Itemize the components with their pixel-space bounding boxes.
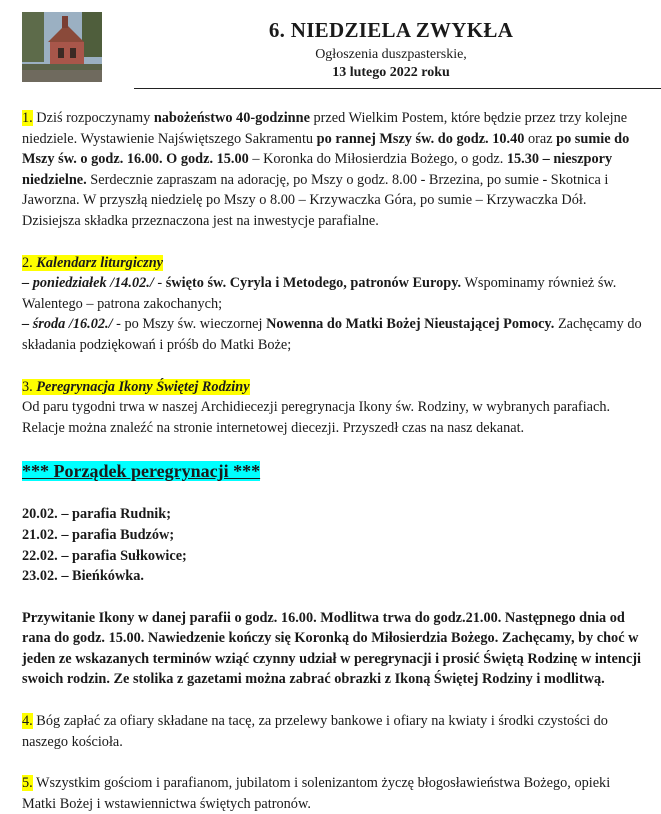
section-heading: Kalendarz liturgiczny <box>36 254 164 271</box>
church-photo <box>22 12 102 82</box>
liturgy-entry: – poniedziałek /14.02./ - święto św. Cyryla i Metodego, patronów Europy. Wspominamy również św. Walentego – patrona zakochanych; <box>22 275 617 312</box>
subtitle: Ogłoszenia duszpasterskie, <box>315 47 467 62</box>
schedule-item: 23.02. – Bieńkówka. <box>22 568 144 585</box>
header-divider <box>134 88 661 89</box>
section-heading: Peregrynacja Ikony Świętej Rodziny <box>36 378 250 395</box>
announcement-3-text: Od paru tygodni trwa w naszej Archidiecezji peregrynacja Ikony św. Rodziny, w wybranych parafiach. Relacje można znaleźć na stronie internetowej diecezji. Przyszedł czas na nasz dekanat. <box>22 399 611 436</box>
schedule-heading: *** Porządek peregrynacji *** <box>22 461 261 482</box>
announcement-1: 1. Dziś rozpoczynamy nabożeństwo 40-godzinne przed Wielkim Postem, które będzie przez trzy kolejne niedziele. Wystawienie Najświętszego Sakramentu po rannej Mszy św. do godz. 10.40 oraz po sumie do Mszy św. o godz. 16.00. O godz. 15.00 – Koronka do Miłosierdzia Bożego, o godz. 15.30 – nieszpory niedzielne. Serdecznie zapraszam na adorację, po Mszy o godz. 8.00 - Brzezina, po sumie - Skotnica i Jaworzna. W przyszłą niedzielę po Mszy o 8.00 – Krzywaczka Góra, po sumie – Krzywaczka Dół. Dzisiejsza składka przeznaczona jest na inwestycje parafialne. <box>22 110 630 229</box>
announcement-5: 5. Wszystkim gościom i parafianom, jubilatom i solenizantom życzę błogosławieństwa Bożego, opieki Matki Bożej i wstawiennictwa świętych patronów. <box>22 775 611 812</box>
schedule-info: Przywitanie Ikony w danej parafii o godz. 16.00. Modlitwa trwa do godz.21.00. Następnego dnia od rana do godz. 15.00. Nawiedzenie kończy się Koronką do Miłosierdzia Bożego. Zachęcamy, by choć w jeden ze wskazanych terminów wziąć czynny udział w peregrynacji i prosić Świętą Rodzinę w intencji swoich rodzin. Ze stolika z gazetami można zabrać obrazki z Ikoną Świętej Rodziny i modlitwą. <box>22 609 641 688</box>
announcement-2-heading: 2. Kalendarz liturgiczny <box>22 254 164 271</box>
announcement-3-heading: 3. Peregrynacja Ikony Świętej Rodziny <box>22 378 250 395</box>
schedule-item: 22.02. – parafia Sułkowice; <box>22 547 187 564</box>
announcements <box>22 108 644 814</box>
announcement-4: 4. Bóg zapłać za ofiary składane na tacę, za przelewy bankowe i ofiary na kwiaty i środki czystości do naszego kościoła. <box>22 713 608 750</box>
date: 13 lutego 2022 roku <box>332 65 450 80</box>
header <box>22 12 648 88</box>
title-block <box>134 12 648 81</box>
item-number: 4. <box>22 713 33 730</box>
item-number: 5. <box>22 775 33 792</box>
schedule-item: 20.02. – parafia Rudnik; <box>22 506 171 523</box>
liturgy-entry: – środa /16.02./ - po Mszy św. wieczornej Nowenna do Matki Bożej Nieustającej Pomocy. Zachęcamy do składania podziękowań i próśb do Matki Boże; <box>22 316 642 353</box>
item-number: 1. <box>22 110 33 126</box>
schedule-item: 21.02. – parafia Budzów; <box>22 526 175 543</box>
page-title: 6. NIEDZIELA ZWYKŁA <box>268 18 514 42</box>
